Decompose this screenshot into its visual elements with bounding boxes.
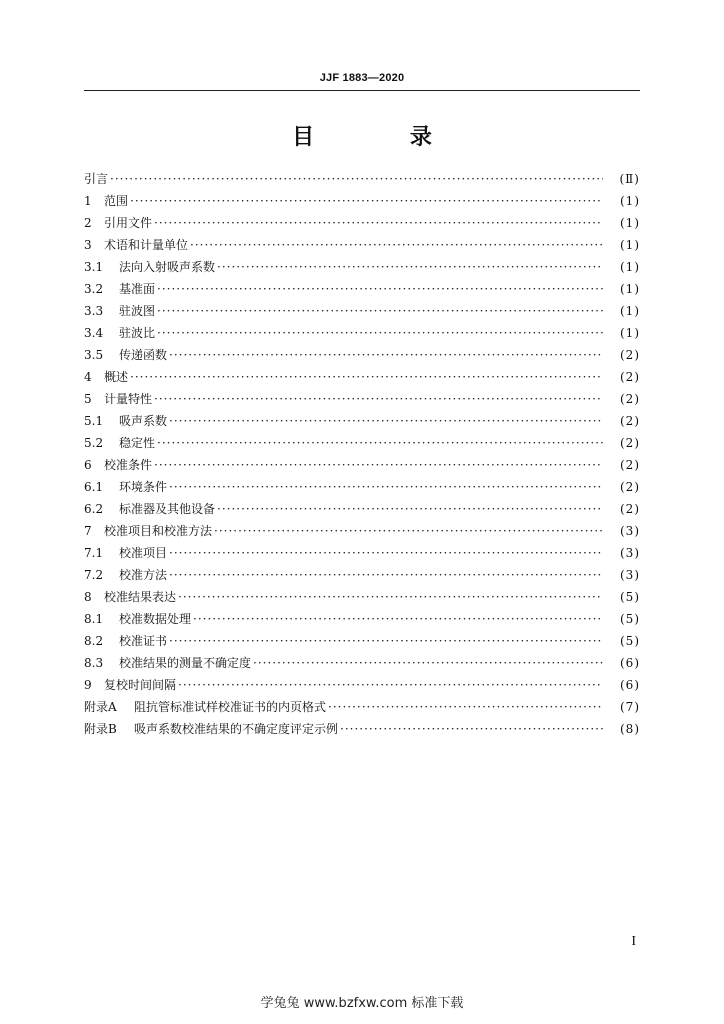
toc-dot-leader <box>217 256 603 278</box>
toc-entry-number: 7.1 <box>84 546 104 560</box>
toc-entry-title: 概述 <box>104 370 129 384</box>
toc-entry-page: (2) <box>620 392 640 406</box>
watermark-text: 学兔兔 www.bzfxw.com 标准下载 <box>260 996 464 1011</box>
toc-dot-leader <box>130 366 603 388</box>
toc-dot-leader <box>169 476 603 498</box>
toc-entry-page: (6) <box>620 656 640 670</box>
toc-entry-number: 4 <box>84 370 92 384</box>
toc-entry-number: 6.2 <box>84 502 104 516</box>
toc-entry-page: (6) <box>620 678 640 692</box>
toc-entry-number: 附录B <box>84 722 117 736</box>
toc-dot-leader <box>157 278 603 300</box>
toc-entry-page: (2) <box>620 436 640 450</box>
toc-entry-page: (7) <box>620 700 640 714</box>
toc-entry-title: 基准面 <box>119 282 156 296</box>
toc-entry-title: 驻波图 <box>119 304 156 318</box>
toc-entry-number: 5 <box>84 392 92 406</box>
toc-entry[interactable] <box>84 476 640 498</box>
toc-entry-page: (1) <box>620 326 640 340</box>
toc-entry[interactable] <box>84 366 640 388</box>
toc-entry-number: 3.1 <box>84 260 104 274</box>
toc-entry-title: 校准结果表达 <box>104 590 177 604</box>
header-divider <box>84 90 640 91</box>
toc-dot-leader <box>328 696 603 718</box>
toc-dot-leader <box>190 234 603 256</box>
toc-entry-number: 3.4 <box>84 326 104 340</box>
toc-entry-title: 环境条件 <box>119 480 168 494</box>
toc-entry-page: (2) <box>620 480 640 494</box>
toc-entry-page: (5) <box>620 612 640 626</box>
toc-dot-leader <box>169 410 603 432</box>
toc-entry-page: (1) <box>620 282 640 296</box>
toc-entry-number: 2 <box>84 216 92 230</box>
toc-entry-number: 8.1 <box>84 612 104 626</box>
toc-entry[interactable] <box>84 168 640 190</box>
toc-entry-page: (3) <box>620 524 640 538</box>
toc-entry[interactable] <box>84 520 640 542</box>
toc-entry-page: (1) <box>620 260 640 274</box>
toc-entry-page: (1) <box>620 238 640 252</box>
toc-entry-title: 术语和计量单位 <box>104 238 189 252</box>
toc-entry[interactable] <box>84 564 640 586</box>
toc-entry-number: 3.2 <box>84 282 104 296</box>
table-of-contents <box>84 168 640 740</box>
toc-dot-leader <box>154 212 603 234</box>
toc-entry-title: 吸声系数 <box>119 414 168 428</box>
toc-entry-page: (2) <box>620 348 640 362</box>
page-number: I <box>631 934 636 949</box>
toc-dot-leader <box>178 586 603 608</box>
toc-dot-leader <box>154 454 603 476</box>
toc-entry[interactable] <box>84 432 640 454</box>
toc-entry[interactable] <box>84 410 640 432</box>
toc-dot-leader <box>169 542 603 564</box>
toc-entry-title: 法向入射吸声系数 <box>119 260 216 274</box>
toc-entry-title: 阻抗管标准试样校准证书的内页格式 <box>134 700 327 714</box>
toc-dot-leader <box>169 344 603 366</box>
toc-entry[interactable] <box>84 278 640 300</box>
toc-entry-page: (5) <box>620 634 640 648</box>
toc-dot-leader <box>340 718 603 740</box>
toc-entry[interactable] <box>84 652 640 674</box>
toc-entry-number: 9 <box>84 678 92 692</box>
toc-dot-leader <box>130 190 603 212</box>
toc-dot-leader <box>154 388 603 410</box>
toc-entry[interactable] <box>84 718 640 740</box>
toc-entry[interactable] <box>84 630 640 652</box>
toc-entry-title: 校准结果的测量不确定度 <box>119 656 252 670</box>
toc-entry-number: 7.2 <box>84 568 104 582</box>
toc-entry[interactable] <box>84 212 640 234</box>
toc-entry[interactable] <box>84 234 640 256</box>
toc-entry-number: 7 <box>84 524 92 538</box>
toc-entry-number: 1 <box>84 194 92 208</box>
toc-entry-page: (2) <box>620 414 640 428</box>
toc-entry-title: 校准方法 <box>119 568 168 582</box>
page-title: 目 录 <box>292 125 476 150</box>
toc-entry-title: 校准项目和校准方法 <box>104 524 213 538</box>
toc-entry[interactable] <box>84 586 640 608</box>
toc-entry-title: 校准数据处理 <box>119 612 192 626</box>
toc-entry-page: (1) <box>620 304 640 318</box>
toc-entry-number: 3.3 <box>84 304 104 318</box>
toc-entry-number: 附录A <box>84 700 117 714</box>
toc-entry-number: 3.5 <box>84 348 104 362</box>
toc-entry-number: 8 <box>84 590 92 604</box>
toc-entry-title: 校准证书 <box>119 634 168 648</box>
toc-entry-page: (1) <box>620 216 640 230</box>
toc-dot-leader <box>157 300 603 322</box>
toc-entry-page: (1) <box>620 194 640 208</box>
toc-entry[interactable] <box>84 696 640 718</box>
toc-entry[interactable] <box>84 322 640 344</box>
toc-entry[interactable] <box>84 608 640 630</box>
toc-entry[interactable] <box>84 454 640 476</box>
toc-entry-page: (Ⅱ) <box>619 172 640 186</box>
toc-entry-title: 校准项目 <box>119 546 168 560</box>
toc-entry-page: (2) <box>620 458 640 472</box>
toc-entry-number: 6.1 <box>84 480 104 494</box>
toc-dot-leader <box>178 674 603 696</box>
toc-dot-leader <box>157 322 603 344</box>
toc-entry-number: 5.1 <box>84 414 104 428</box>
toc-entry-title: 引言 <box>84 172 109 186</box>
toc-entry[interactable] <box>84 256 640 278</box>
toc-entry-title: 稳定性 <box>119 436 156 450</box>
toc-dot-leader <box>169 630 603 652</box>
toc-entry[interactable] <box>84 674 640 696</box>
toc-entry-title: 标准器及其他设备 <box>119 502 216 516</box>
toc-entry-page: (3) <box>620 546 640 560</box>
toc-dot-leader <box>169 564 603 586</box>
toc-entry-number: 6 <box>84 458 92 472</box>
toc-entry-number: 8.2 <box>84 634 104 648</box>
toc-entry-page: (8) <box>620 722 640 736</box>
toc-entry-title: 吸声系数校准结果的不确定度评定示例 <box>134 722 339 736</box>
toc-dot-leader <box>110 168 603 190</box>
toc-entry-page: (2) <box>620 502 640 516</box>
toc-entry-title: 计量特性 <box>104 392 153 406</box>
toc-dot-leader <box>214 520 603 542</box>
toc-entry[interactable] <box>84 498 640 520</box>
toc-entry-title: 校准条件 <box>104 458 153 472</box>
toc-entry-page: (2) <box>620 370 640 384</box>
toc-entry-number: 5.2 <box>84 436 104 450</box>
toc-entry[interactable] <box>84 300 640 322</box>
toc-entry-title: 驻波比 <box>119 326 156 340</box>
document-header-code: JJF 1883—2020 <box>319 72 405 84</box>
toc-entry[interactable] <box>84 388 640 410</box>
toc-entry-number: 3 <box>84 238 92 252</box>
toc-dot-leader <box>157 432 603 454</box>
toc-entry-page: (5) <box>620 590 640 604</box>
toc-entry-title: 传递函数 <box>119 348 168 362</box>
toc-entry[interactable] <box>84 542 640 564</box>
toc-entry-page: (3) <box>620 568 640 582</box>
toc-entry-title: 范围 <box>104 194 129 208</box>
toc-entry-title: 引用文件 <box>104 216 153 230</box>
toc-entry[interactable] <box>84 344 640 366</box>
toc-entry-title: 复校时间间隔 <box>104 678 177 692</box>
toc-entry-number: 8.3 <box>84 656 104 670</box>
toc-entry[interactable] <box>84 190 640 212</box>
toc-dot-leader <box>253 652 603 674</box>
toc-dot-leader <box>193 608 603 630</box>
toc-dot-leader <box>217 498 603 520</box>
